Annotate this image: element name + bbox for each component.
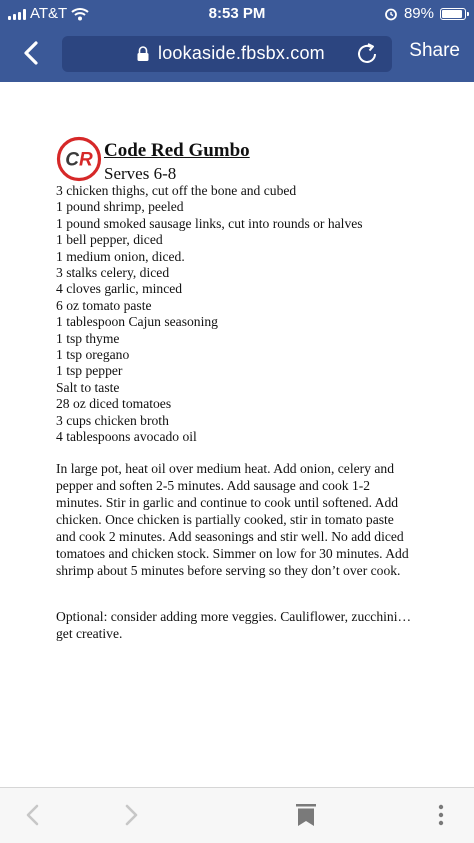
ingredient-item: 1 pound shrimp, peeled bbox=[56, 199, 184, 215]
browser-chrome bbox=[0, 0, 474, 82]
ingredient-item: 28 oz diced tomatoes bbox=[56, 396, 172, 412]
ingredient-item: 3 chicken thighs, cut off the bone and cubed bbox=[56, 183, 297, 198]
ingredient-item: 3 stalks celery, diced bbox=[56, 265, 170, 281]
nav-row bbox=[0, 28, 474, 80]
optional-note: Optional: consider adding more veggies. Cauliflower, zucchini… get creative. bbox=[56, 609, 412, 641]
bookmark-icon[interactable] bbox=[293, 802, 319, 828]
ingredient-item: 4 cloves garlic, minced bbox=[56, 281, 183, 297]
alarm-icon bbox=[384, 7, 398, 21]
share-button[interactable]: Share bbox=[409, 40, 460, 61]
ingredient-item: Salt to taste bbox=[56, 379, 120, 395]
instructions-paragraph: In large pot, heat oil over medium heat. Add onion, celery and pepper and soften 2-5 minutes. Add sausage and cook 1-2 minutes. Stir in garlic and continue to cook until softened. Add chicken. Once chicken is partially cooked, stir in tomato paste and cook 2 minutes. Add seasonings and stir well. No add diced tomatoes and chicken stock. Simmer on low for 30 minutes. Add shrimp about 5 minutes before serving so they don’t over cook. bbox=[56, 461, 409, 578]
more-icon[interactable] bbox=[428, 802, 454, 828]
url-bar[interactable] bbox=[62, 36, 392, 72]
ingredient-item: 4 tablespoons avocado oil bbox=[56, 429, 197, 445]
forward-arrow-icon[interactable] bbox=[118, 802, 144, 828]
battery-fill bbox=[442, 10, 462, 18]
url-text: lookaside.fbsbx.com bbox=[158, 43, 325, 63]
ingredient-item: 1 tsp thyme bbox=[56, 330, 120, 346]
battery-percent: 89% bbox=[403, 5, 434, 22]
ingredient-item: 1 tablespoon Cajun seasoning bbox=[56, 314, 218, 330]
svg-text:CR: CR bbox=[65, 149, 93, 171]
lock-icon bbox=[136, 46, 150, 62]
serves-line: Serves 6-8 bbox=[104, 164, 177, 183]
carrier-label: AT&T bbox=[30, 5, 68, 22]
status-time: 8:53 PM bbox=[208, 5, 266, 22]
ingredient-item: 1 medium onion, diced. bbox=[56, 248, 185, 264]
ingredient-item: 6 oz tomato paste bbox=[56, 297, 152, 313]
document-page bbox=[0, 82, 474, 787]
battery-icon bbox=[440, 8, 466, 20]
ingredient-item: 1 tsp oregano bbox=[56, 347, 130, 363]
ingredient-item: 1 tsp pepper bbox=[56, 363, 123, 379]
back-button[interactable] bbox=[16, 38, 46, 68]
chevron-left-icon bbox=[23, 41, 39, 65]
ingredient-item: 1 bell pepper, diced bbox=[56, 232, 163, 248]
bottom-toolbar bbox=[0, 787, 474, 843]
status-bar bbox=[0, 0, 474, 28]
ingredient-list bbox=[56, 183, 456, 446]
ingredient-item: 3 cups chicken broth bbox=[56, 412, 169, 428]
code-red-logo bbox=[56, 136, 102, 182]
recipe-title: Code Red Gumbo bbox=[104, 140, 250, 161]
reload-icon[interactable] bbox=[354, 41, 380, 67]
back-arrow-icon[interactable] bbox=[20, 802, 46, 828]
ingredient-item: 1 pound smoked sausage links, cut into rounds or halves bbox=[56, 215, 363, 231]
status-right bbox=[384, 5, 466, 22]
